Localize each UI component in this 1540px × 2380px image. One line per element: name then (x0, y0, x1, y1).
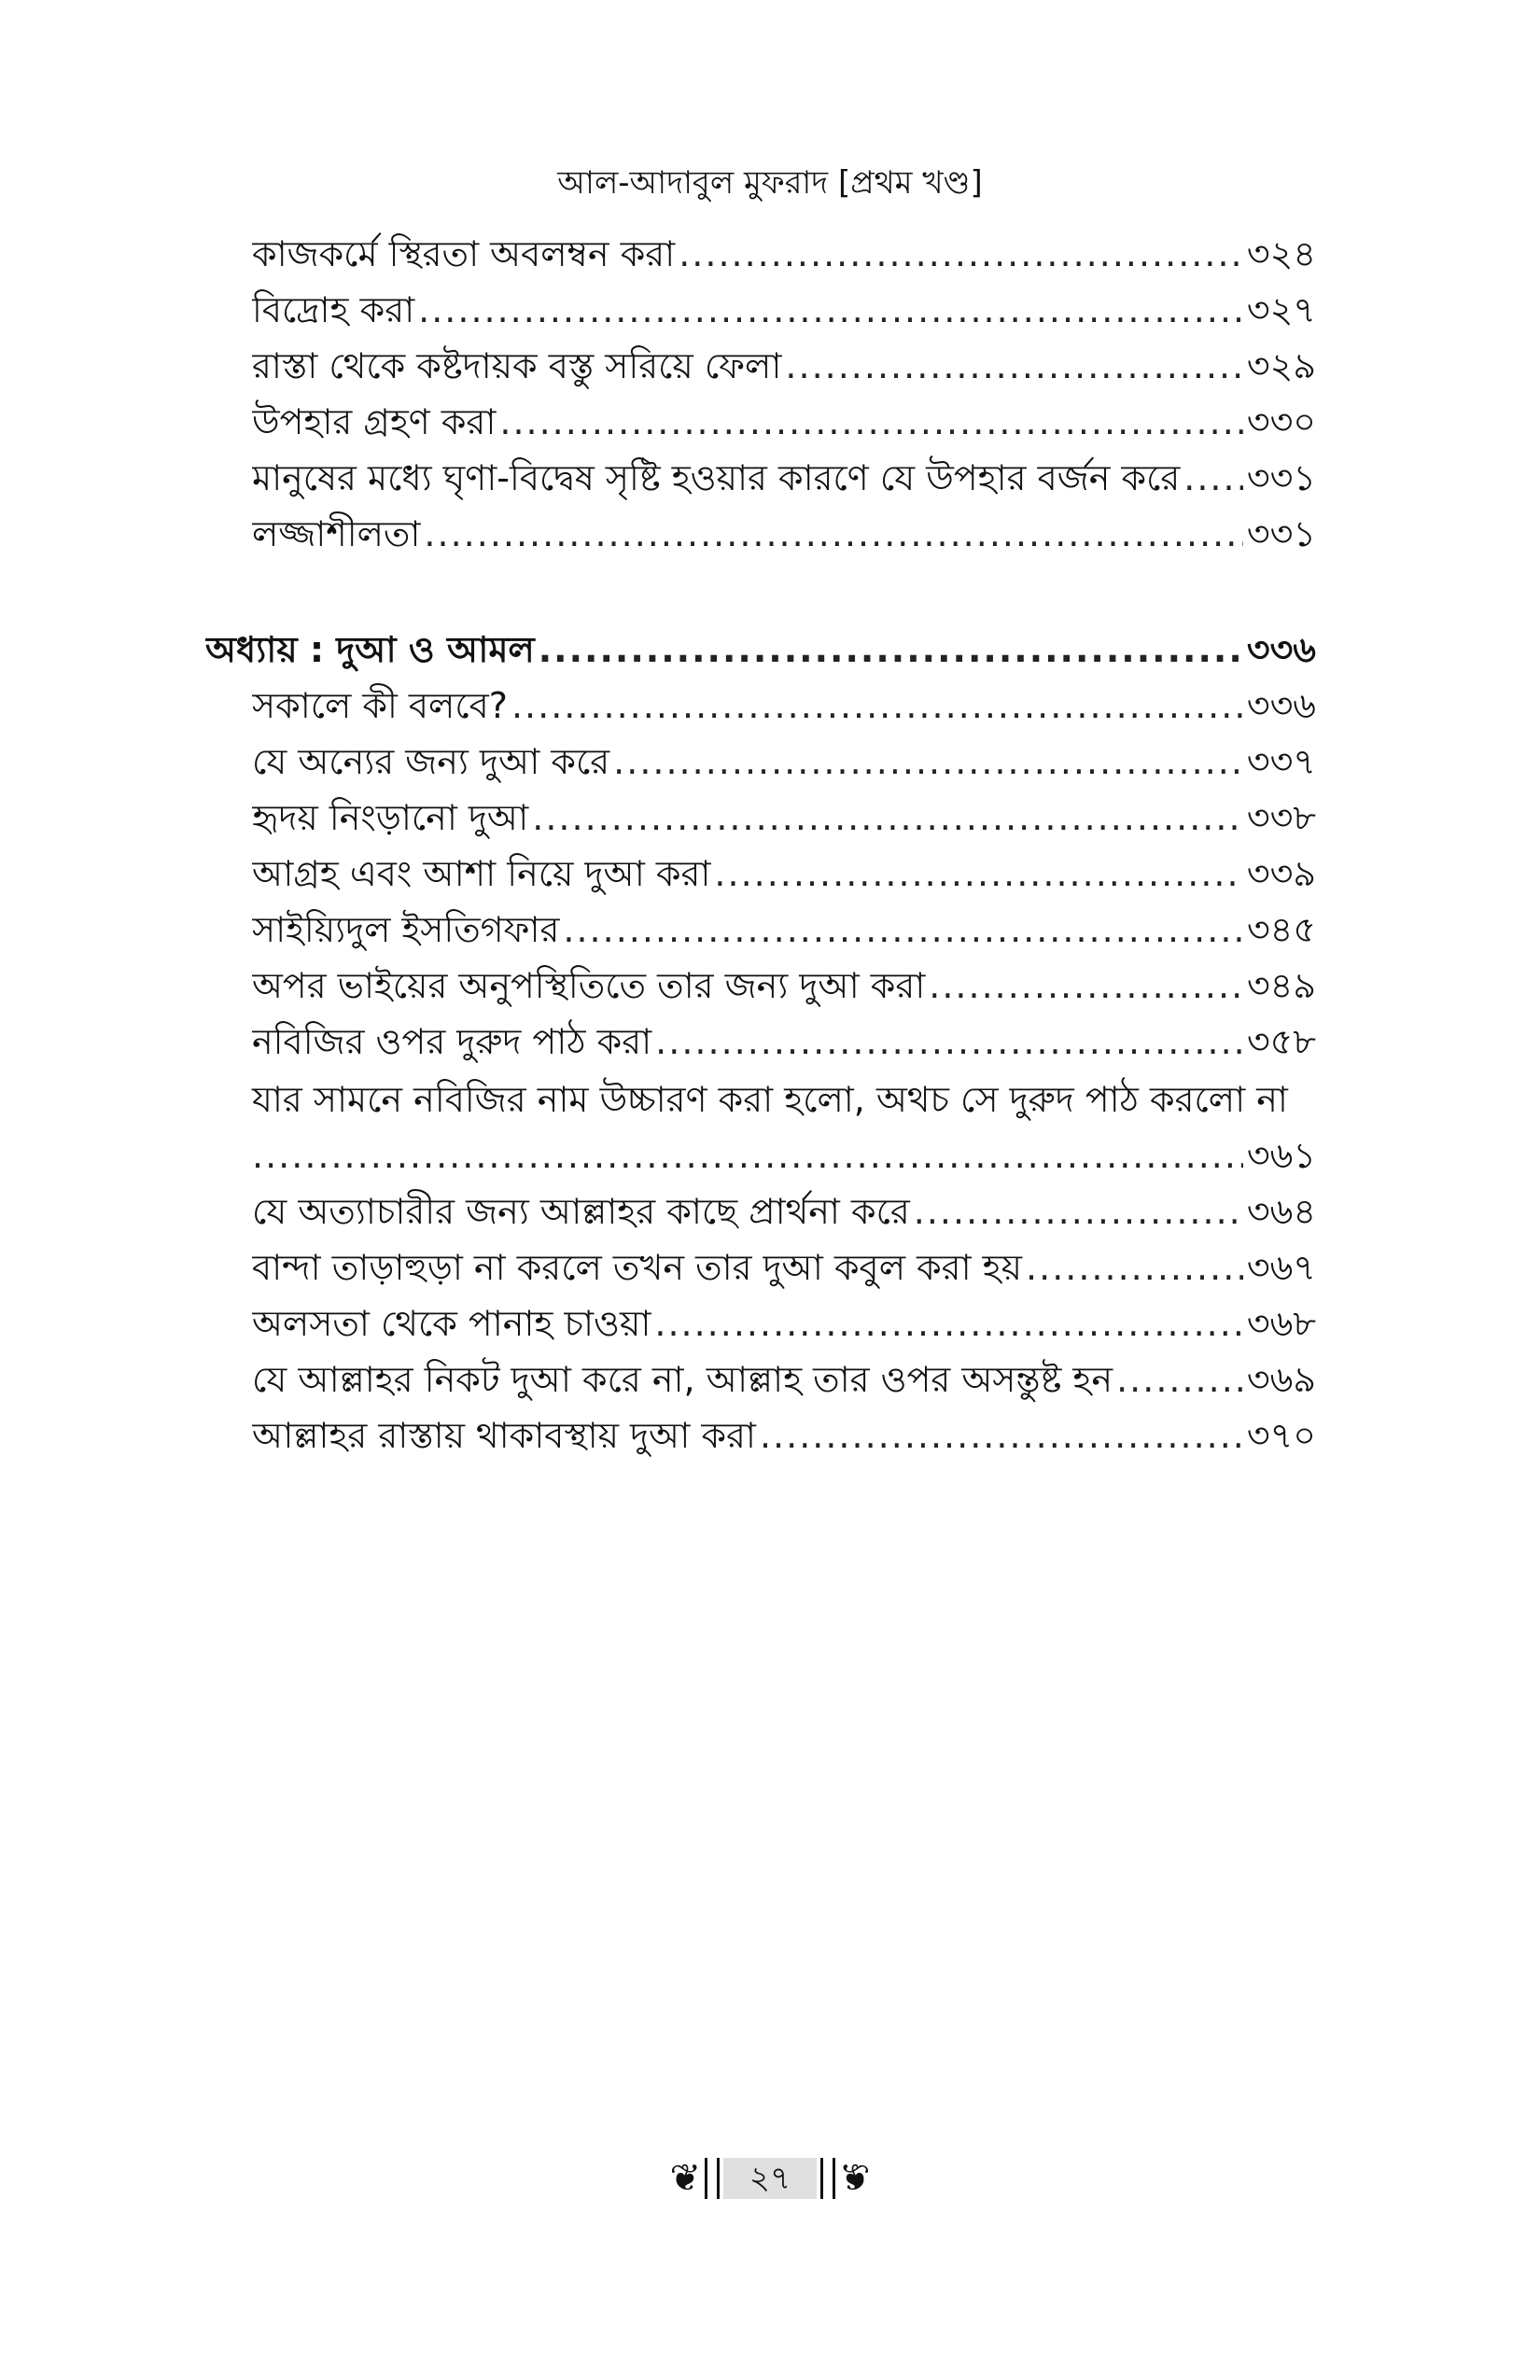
divider-bars (820, 2158, 835, 2199)
toc-entry (252, 450, 1316, 506)
toc-entry-page: ৩৪৯ (1246, 965, 1316, 1006)
chapter-title: অধ্যায় : দুআ ও আমল (205, 629, 535, 670)
toc-entry (252, 1183, 1316, 1239)
toc-entry-title: সাইয়্যিদুল ইসতিগফার (252, 909, 560, 950)
toc-entry (252, 338, 1316, 394)
toc-entry-page: ৩৩৬ (1246, 685, 1316, 726)
dot-leader (929, 958, 1243, 1014)
toc-entry-title: যে অত্যাচারীর জন্য আল্লাহর কাছে প্রার্থনা করে (252, 1191, 910, 1232)
dot-leader (613, 734, 1243, 790)
dot-leader (424, 506, 1243, 562)
toc-entry (252, 678, 1316, 734)
toc-entry-continuation (252, 1127, 1316, 1183)
toc-entry-title: উপহার গ্রহণ করা (252, 401, 497, 442)
chapter-page: ৩৩৬ (1246, 629, 1316, 670)
toc-entry-title: বান্দা তাড়াহুড়া না করলে তখন তার দুআ কবুল করা হয় (252, 1247, 1023, 1288)
toc-entry (252, 1351, 1316, 1407)
toc-entry (252, 958, 1316, 1014)
toc-entry-title: নবিজির ওপর দুরুদ পাঠ করা (252, 1021, 652, 1062)
toc-entry (252, 734, 1316, 790)
toc-entry (252, 902, 1316, 958)
toc-entry-page: ৩৬৭ (1246, 1247, 1316, 1288)
toc-entry-title: অপর ভাইয়ের অনুপস্থিতিতে তার জন্য দুআ করা (252, 965, 926, 1006)
toc-entry-title: হৃদয় নিংড়ানো দুআ (252, 797, 529, 838)
dot-leader (714, 846, 1243, 902)
dot-leader (760, 1407, 1243, 1463)
dot-leader (914, 1183, 1243, 1239)
dot-leader (1116, 1351, 1243, 1407)
dot-leader (1183, 450, 1243, 506)
dot-leader (252, 1127, 1243, 1183)
toc-entry (252, 790, 1316, 846)
toc-entry-page: ৩৪৫ (1246, 909, 1316, 950)
toc-entry-title: কাজকর্মে স্থিরতা অবলম্বন করা (252, 233, 676, 274)
toc-entry-title: সকালে কী বলবে? (252, 685, 508, 726)
dot-leader (1026, 1239, 1243, 1295)
toc-entry-page: ৩৩৮ (1246, 797, 1316, 838)
chapter-heading (205, 622, 1316, 678)
toc-entry-page: ৩৬৯ (1246, 1359, 1316, 1400)
toc-entry-title: অলসতা থেকে পানাহ চাওয়া (252, 1303, 651, 1344)
toc-entry-page: ৩৬৮ (1246, 1303, 1316, 1344)
toc-entry (252, 1407, 1316, 1463)
running-head: আল-আদাবুল মুফরাদ [প্রথম খণ্ড] (557, 164, 983, 202)
dot-leader (539, 622, 1243, 678)
toc-entry-title: বিদ্রোহ করা (252, 289, 415, 330)
divider-bars (705, 2158, 720, 2199)
dot-leader (499, 394, 1243, 450)
toc-entry-title: যে আল্লাহর নিকট দুআ করে না, আল্লাহ তার ওপর অসন্তুষ্ট হন (252, 1359, 1113, 1400)
toc-entry (252, 226, 1316, 282)
toc-entry (252, 846, 1316, 902)
toc-entry-page: ৩২৪ (1246, 233, 1316, 274)
toc-entry-page: ৩৩১ (1246, 513, 1316, 554)
dot-leader (654, 1295, 1243, 1351)
dot-leader (418, 282, 1243, 338)
dot-leader (785, 338, 1243, 394)
dot-leader (511, 678, 1243, 734)
toc-entry-page: ৩৩০ (1246, 401, 1316, 442)
dot-leader (563, 902, 1243, 958)
dot-leader (532, 790, 1243, 846)
toc-entry (252, 282, 1316, 338)
toc-entry-title: রাস্তা থেকে কষ্টদায়ক বস্তু সরিয়ে ফেলা (252, 345, 782, 386)
toc-entry-page: ৩২৯ (1246, 345, 1316, 386)
toc-entry (252, 1014, 1316, 1070)
toc-entry-page: ৩৩৯ (1246, 853, 1316, 894)
toc-entry (252, 1295, 1316, 1351)
page-footer (0, 2150, 1540, 2206)
toc-entry-title-wrapped: যার সামনে নবিজির নাম উচ্চারণ করা হলো, অথচ সে দুরুদ পাঠ করলো না (252, 1079, 1288, 1120)
page-number: ২৭ (723, 2158, 817, 2199)
toc-entry-page: ৩৭০ (1246, 1415, 1316, 1456)
toc-entry (252, 394, 1316, 450)
toc-entry-title: লজ্জাশীলতা (252, 513, 421, 554)
ornament-left-icon: ❦ (669, 2157, 701, 2200)
toc-entry-title: যে অন্যের জন্য দুআ করে (252, 741, 610, 782)
toc-entry-page: ৩৩১ (1246, 457, 1316, 498)
toc-entry-page: ৩৬১ (1246, 1135, 1316, 1176)
toc-entry-title: আল্লাহর রাস্তায় থাকাবস্থায় দুআ করা (252, 1415, 756, 1456)
toc-entry-title: মানুষের মধ্যে ঘৃণা-বিদ্বেষ সৃষ্টি হওয়ার কারণে যে উপহার বর্জন করে (252, 457, 1181, 498)
toc-entry-title: আগ্রহ এবং আশা নিয়ে দুআ করা (252, 853, 711, 894)
toc-entry-page: ৩৬৪ (1246, 1191, 1316, 1232)
toc-entry (252, 1239, 1316, 1295)
toc-entry-page: ৩৫৮ (1246, 1021, 1316, 1062)
toc-entry-page: ৩২৭ (1246, 289, 1316, 330)
dot-leader (679, 226, 1243, 282)
toc-entry (252, 506, 1316, 562)
dot-leader (655, 1014, 1243, 1070)
toc-entry-page: ৩৩৭ (1246, 741, 1316, 782)
ornament-right-icon: ❦ (839, 2157, 871, 2200)
